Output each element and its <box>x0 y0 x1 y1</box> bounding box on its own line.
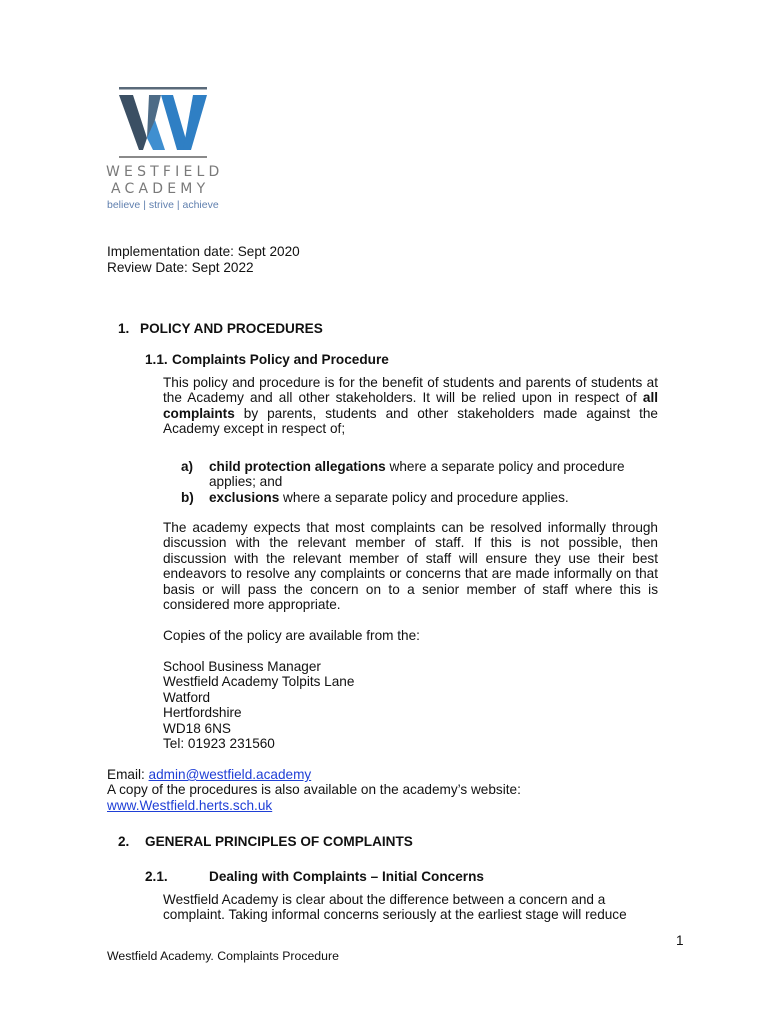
list-item-a-continuation: applies; and <box>209 474 283 489</box>
westfield-academy-logo <box>103 86 223 216</box>
list-item-a-bold: child protection allegations <box>209 459 386 474</box>
footer-text: Westfield Academy. Complaints Procedure <box>107 949 339 963</box>
website-text: A copy of the procedures is also available on the academy’s website: <box>107 782 521 797</box>
implementation-date: Implementation date: Sept 2020 <box>107 244 300 259</box>
address-line: Hertfordshire <box>163 705 242 720</box>
paragraph-scope-text-a: This policy and procedure is for the benefit of students and parents of students at the Academy and all other stakeholders. It will be relied upon in respect of <box>163 375 658 406</box>
email-label: Email: <box>107 767 149 782</box>
section-2-number: 2. <box>118 834 130 849</box>
website-line <box>107 798 272 813</box>
logo-tagline: believe | strive | achieve <box>107 199 219 211</box>
paragraph-scope-text-c: by parents, students and other stakeholders made against the Academy except in respect of; <box>163 405 658 437</box>
address-line: Watford <box>163 690 211 705</box>
section-1-title: POLICY AND PROCEDURES <box>140 321 323 336</box>
email-link[interactable]: admin@westfield.academy <box>148 767 312 782</box>
paragraph-informal-resolution: The academy expects that most complaints can be resolved informally through discussion with the relevant member of staff. If this is not possible, then discussion with the relevant member of staff will ensure they use their best endeavors to resolve any complaints or concerns that are made informally on that basis or will pass the concern on to a senior member of staff where this is considered more appropriate. <box>163 520 658 613</box>
logo-word-westfield: WESTFIELD <box>106 164 224 180</box>
list-item-a-rest: where a separate policy and procedure <box>385 459 625 474</box>
paragraph-concern-line-1: Westfield Academy is clear about the difference between a concern and a <box>163 892 606 907</box>
subsection-2-1-number: 2.1. <box>145 869 168 884</box>
w-logo-mark <box>103 86 223 166</box>
section-2-title: GENERAL PRINCIPLES OF COMPLAINTS <box>145 834 413 849</box>
page-number: 1 <box>676 933 684 948</box>
address-line: WD18 6NS <box>163 721 231 736</box>
address-line: School Business Manager <box>163 659 321 674</box>
paragraph-concern-line-2: complaint. Taking informal concerns seriously at the earliest stage will reduce <box>163 907 627 922</box>
website-link[interactable]: www.Westfield.herts.sch.uk <box>107 798 273 813</box>
section-1-number: 1. <box>118 321 130 336</box>
paragraph-copies: Copies of the policy are available from the: <box>163 628 420 643</box>
subsection-1-1-number: 1.1. <box>145 352 168 367</box>
subsection-1-1-title: Complaints Policy and Procedure <box>172 352 389 367</box>
list-item-b-rest: where a separate policy and procedure applies. <box>279 490 569 505</box>
paragraph-scope <box>163 375 658 437</box>
list-item-b-bold: exclusions <box>209 490 280 505</box>
all-complaints-emphasis: all complaints <box>163 390 659 421</box>
list-item-b-marker: b) <box>181 490 194 505</box>
list-item-a <box>209 459 625 474</box>
logo-word-academy: ACADEMY <box>111 181 210 197</box>
telephone-line: Tel: 01923 231560 <box>163 736 275 751</box>
subsection-2-1-title: Dealing with Complaints – Initial Concerns <box>209 869 484 884</box>
review-date: Review Date: Sept 2022 <box>107 260 254 275</box>
email-line <box>107 767 311 782</box>
list-item-a-marker: a) <box>181 459 194 474</box>
address-line: Westfield Academy Tolpits Lane <box>163 674 355 689</box>
list-item-b <box>209 490 569 505</box>
